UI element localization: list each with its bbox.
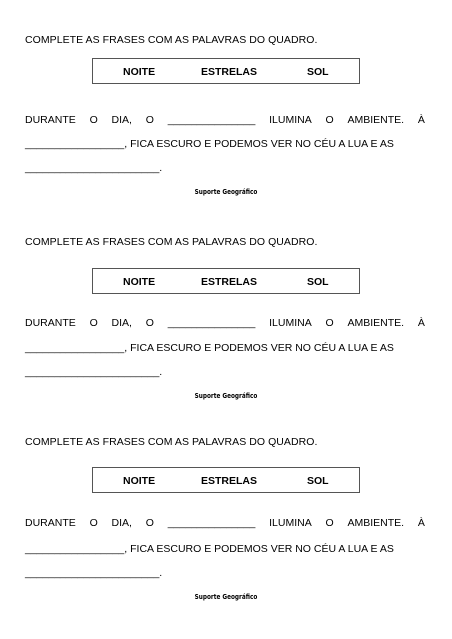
sentence-line-1 (25, 517, 425, 529)
word-bank-item: ESTRELAS (201, 276, 258, 288)
word-bank-box (92, 58, 360, 84)
instruction-text: COMPLETE AS FRASES COM AS PALAVRAS DO QUADRO. (25, 436, 318, 448)
sentence-line-1 (25, 114, 425, 126)
sentence-word: O (89, 517, 98, 529)
sentence-word: DIA, (111, 317, 132, 329)
word-bank-item: SOL (307, 66, 329, 78)
word-bank-item: NOITE (123, 475, 156, 487)
sentence-word: À (417, 317, 425, 329)
instruction-text: COMPLETE AS FRASES COM AS PALAVRAS DO QUADRO. (25, 236, 318, 248)
sentence-word: ILUMINA (269, 114, 312, 126)
sentence-word: O (145, 114, 154, 126)
sentence-word: DURANTE (25, 517, 76, 529)
word-bank-box (92, 467, 360, 493)
word-bank-box (92, 268, 360, 294)
sentence-line-3: _______________________. (25, 162, 163, 174)
sentence-word: À (417, 517, 425, 529)
sentence-word: DURANTE (25, 114, 76, 126)
sentence-word: AMBIENTE. (347, 317, 405, 329)
sentence-word: DURANTE (25, 317, 76, 329)
sentence-word: DIA, (111, 114, 132, 126)
blank-field: _______________ (167, 114, 256, 126)
word-bank-item: ESTRELAS (201, 66, 258, 78)
word-bank-item: ESTRELAS (201, 475, 258, 487)
word-bank-item: NOITE (123, 276, 156, 288)
exercise-section-1 (0, 34, 452, 234)
exercise-section-2 (0, 236, 452, 436)
sentence-line-2: _________________, FICA ESCURO E PODEMOS VER NO CÉU A LUA E AS (25, 543, 394, 555)
sentence-word: DIA, (111, 517, 132, 529)
word-bank-item: SOL (307, 276, 329, 288)
source-credit: Suporte Geográfico (194, 188, 258, 196)
sentence-word: À (417, 114, 425, 126)
sentence-word: O (145, 517, 154, 529)
sentence-word: ILUMINA (269, 317, 312, 329)
sentence-word: AMBIENTE. (347, 114, 405, 126)
blank-field: _______________ (167, 517, 256, 529)
sentence-word: O (145, 317, 154, 329)
sentence-line-3: _______________________. (25, 567, 163, 579)
source-credit: Suporte Geográfico (194, 392, 258, 400)
sentence-word: O (325, 114, 334, 126)
instruction-text: COMPLETE AS FRASES COM AS PALAVRAS DO QUADRO. (25, 34, 318, 46)
source-credit: Suporte Geográfico (194, 593, 258, 601)
sentence-word: ILUMINA (269, 517, 312, 529)
sentence-word: AMBIENTE. (347, 517, 405, 529)
sentence-word: O (89, 114, 98, 126)
sentence-word: O (89, 317, 98, 329)
sentence-line-1 (25, 317, 425, 329)
blank-field: _______________ (167, 317, 256, 329)
sentence-line-3: _______________________. (25, 366, 163, 378)
sentence-line-2: _________________, FICA ESCURO E PODEMOS VER NO CÉU A LUA E AS (25, 342, 394, 354)
word-bank-item: NOITE (123, 66, 156, 78)
word-bank-item: SOL (307, 475, 329, 487)
sentence-word: O (325, 317, 334, 329)
sentence-line-2: _________________, FICA ESCURO E PODEMOS VER NO CÉU A LUA E AS (25, 138, 394, 150)
exercise-section-3 (0, 436, 452, 636)
sentence-word: O (325, 517, 334, 529)
